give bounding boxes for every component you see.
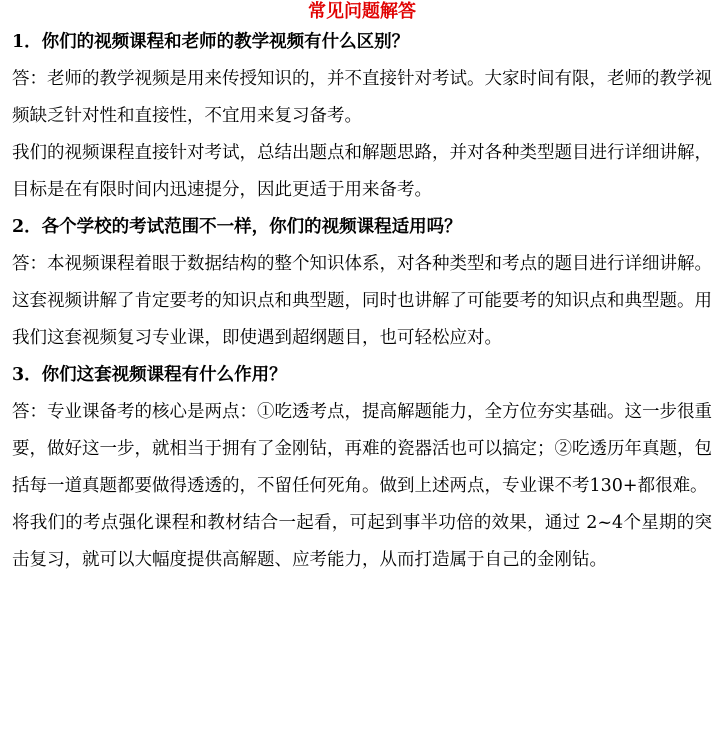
- question-2: 2．各个学校的考试范围不一样，你们的视频课程适用吗？: [12, 217, 462, 237]
- answer-2: 答：本视频课程着眼于数据结构的整个知识体系，对各种类型和考点的题目进行详细讲解。这套视频讲解了肯定要考的知识点和典型题，同时也讲解了可能要考的知识点和典型题。用我们这套视频复习专业课，即使遇到超纲题目，也可轻松应对。: [12, 254, 712, 348]
- answer-1-part-2: 我们的视频课程直接针对考试，总结出题点和解题思路，并对各种类型题目进行详细讲解，目标是在有限时间内迅速提分，因此更适于用来备考。: [12, 143, 712, 200]
- document-title: 常见问题解答: [308, 1, 416, 22]
- answer-1-part-1: 答：老师的教学视频是用来传授知识的，并不直接针对考试。大家时间有限，老师的教学视频缺乏针对性和直接性，不宜用来复习备考。: [12, 69, 712, 126]
- answer-3-part-2: 将我们的考点强化课程和教材结合一起看，可起到事半功倍的效果，通过 2~4个星期的突击复习，就可以大幅度提供高解题、应考能力，从而打造属于自己的金刚钻。: [12, 513, 712, 570]
- question-3: 3．你们这套视频课程有什么作用？: [12, 365, 287, 385]
- answer-3-part-1: 答：专业课备考的核心是两点：①吃透考点，提高解题能力，全方位夯实基础。这一步很重要，做好这一步，就相当于拥有了金刚钻，再难的瓷器活也可以搞定；②吃透历年真题，包括每一道真题都要做得透透的，不留任何死角。做到上述两点，专业课不考130+都很难。: [12, 402, 712, 496]
- question-1: 1．你们的视频课程和老师的教学视频有什么区别？: [12, 32, 410, 52]
